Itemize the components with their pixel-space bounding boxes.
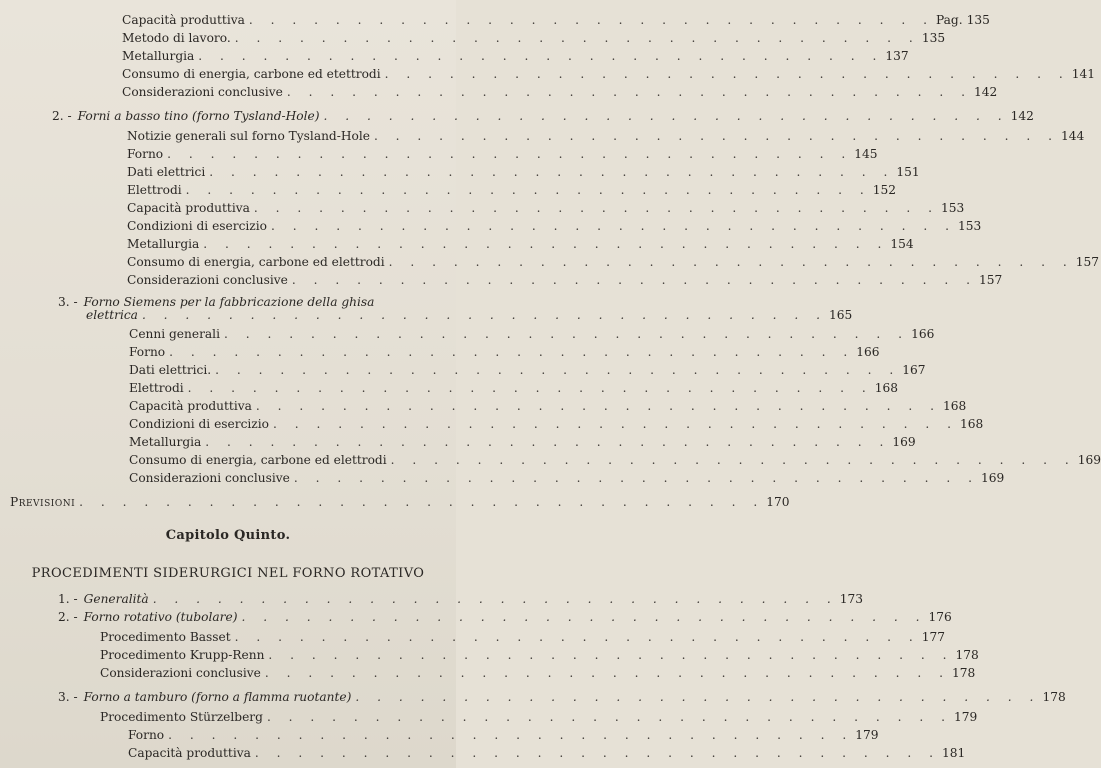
toc-section-heading: 1. - Generalità . . . . . . . . . . . . . . . . . . . . . . . . . . . . . . . . 173 <box>58 592 864 606</box>
toc-entry: Consumo di energia, carbone ed elettrodi . . . . . . . . . . . . . . . . . . . . . . . . . . . . . . . . 169 <box>129 453 1101 467</box>
toc-entry: Dati elettrici. . . . . . . . . . . . . . . . . . . . . . . . . . . . . . . . . 167 <box>129 363 926 377</box>
toc-entry: Forno . . . . . . . . . . . . . . . . . . . . . . . . . . . . . . . . 166 <box>129 345 880 359</box>
toc-entry: Metallurgia . . . . . . . . . . . . . . . . . . . . . . . . . . . . . . . . 169 <box>129 435 916 449</box>
toc-entry: Condizioni di esercizio . . . . . . . . . . . . . . . . . . . . . . . . . . . . . . . . 153 <box>127 219 982 233</box>
toc-entry: Considerazioni conclusive . . . . . . . . . . . . . . . . . . . . . . . . . . . . . . . . 142 <box>122 85 998 99</box>
toc-section-heading-cont: elettrica . . . . . . . . . . . . . . . . . . . . . . . . . . . . . . . . 165 <box>86 308 853 322</box>
toc-entry: Capacità produttiva . . . . . . . . . . . . . . . . . . . . . . . . . . . . . . . . 181 <box>128 746 966 760</box>
toc-section-heading: 2. - Forni a basso tino (forno Tysland-Hole) . . . . . . . . . . . . . . . . . . . . . . . . . . . . . . . . 142 <box>52 109 1034 123</box>
chapter-label: Capitolo Quinto. <box>165 528 291 543</box>
toc-entry: Dati elettrici . . . . . . . . . . . . . . . . . . . . . . . . . . . . . . . . 151 <box>127 165 920 179</box>
toc-entry: Elettrodi . . . . . . . . . . . . . . . . . . . . . . . . . . . . . . . . 152 <box>127 183 897 197</box>
toc-entry: Elettrodi . . . . . . . . . . . . . . . . . . . . . . . . . . . . . . . . 168 <box>129 381 899 395</box>
toc-entry: Consumo di energia, carbone ed etettrodi . . . . . . . . . . . . . . . . . . . . . . . . . . . . . . . . 141 <box>122 67 1095 81</box>
toc-entry: Capacità produttiva . . . . . . . . . . . . . . . . . . . . . . . . . . . . . . . . Pag. 135 <box>122 13 990 27</box>
toc-section-heading: 2. - Forno rotativo (tubolare) . . . . . . . . . . . . . . . . . . . . . . . . . . . . . . . . 176 <box>58 610 952 624</box>
toc-entry: Metodo di lavoro. . . . . . . . . . . . . . . . . . . . . . . . . . . . . . . . . 135 <box>122 31 946 45</box>
toc-entry: Procedimento Basset . . . . . . . . . . . . . . . . . . . . . . . . . . . . . . . . 177 <box>100 630 946 644</box>
toc-entry: Capacità produttiva . . . . . . . . . . . . . . . . . . . . . . . . . . . . . . . . 153 <box>127 201 965 215</box>
toc-entry: Forno . . . . . . . . . . . . . . . . . . . . . . . . . . . . . . . . 145 <box>127 147 878 161</box>
toc-entry: Capacità produttiva . . . . . . . . . . . . . . . . . . . . . . . . . . . . . . . . 168 <box>129 399 967 413</box>
toc-entry: Considerazioni conclusive . . . . . . . . . . . . . . . . . . . . . . . . . . . . . . . . 178 <box>100 666 976 680</box>
toc-entry: Considerazioni conclusive . . . . . . . . . . . . . . . . . . . . . . . . . . . . . . . . 157 <box>127 273 1003 287</box>
toc-entry: Condizioni di esercizio . . . . . . . . . . . . . . . . . . . . . . . . . . . . . . . . 168 <box>129 417 984 431</box>
toc-entry-previsioni: Previsioni . . . . . . . . . . . . . . . . . . . . . . . . . . . . . . . . 170 <box>10 495 790 509</box>
toc-entry: Procedimento Stürzelberg . . . . . . . . . . . . . . . . . . . . . . . . . . . . . . . . 179 <box>100 710 978 724</box>
toc-section-heading: 3. - Forno Siemens per la fabbricazione della ghisa <box>58 295 375 309</box>
toc-entry: Metallurgia . . . . . . . . . . . . . . . . . . . . . . . . . . . . . . . . 137 <box>122 49 909 63</box>
toc-entry: Considerazioni conclusive . . . . . . . . . . . . . . . . . . . . . . . . . . . . . . . . 169 <box>129 471 1005 485</box>
toc-entry: Metallurgia . . . . . . . . . . . . . . . . . . . . . . . . . . . . . . . . 154 <box>127 237 914 251</box>
toc-entry: Forno . . . . . . . . . . . . . . . . . . . . . . . . . . . . . . . . 179 <box>128 728 879 742</box>
toc-entry: Consumo di energia, carbone ed elettrodi . . . . . . . . . . . . . . . . . . . . . . . . . . . . . . . . 157 <box>127 255 1099 269</box>
toc-entry: Cenni generali . . . . . . . . . . . . . . . . . . . . . . . . . . . . . . . . 166 <box>129 327 935 341</box>
chapter-title: PROCEDIMENTI SIDERURGICI NEL FORNO ROTATIVO <box>31 566 425 581</box>
toc-entry: Procedimento Krupp-Renn . . . . . . . . . . . . . . . . . . . . . . . . . . . . . . . . 178 <box>100 648 979 662</box>
toc-section-heading: 3. - Forno a tamburo (forno a flamma ruotante) . . . . . . . . . . . . . . . . . . . . . . . . . . . . . . . . 178 <box>58 690 1066 704</box>
toc-entry: Notizie generali sul forno Tysland-Hole . . . . . . . . . . . . . . . . . . . . . . . . . . . . . . . . 144 <box>127 129 1085 143</box>
